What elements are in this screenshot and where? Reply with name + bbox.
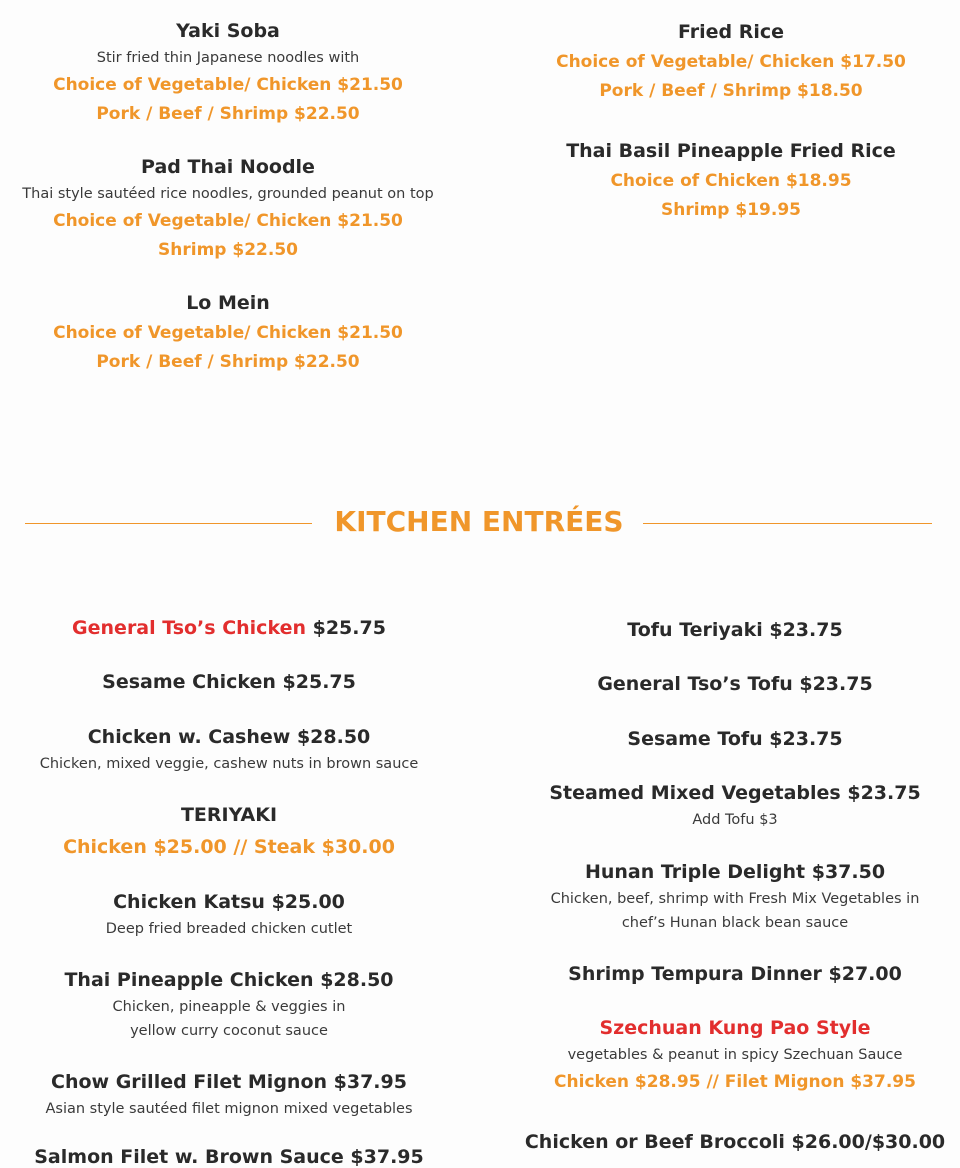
item-description: Stir fried thin Japanese noodles with xyxy=(96,50,360,66)
item-description: Chicken, beef, shrimp with Fresh Mix Vegetables in xyxy=(550,891,920,907)
item-description: vegetables & peanut in spicy Szechuan Sauce xyxy=(567,1047,903,1063)
item-title: Chicken or Beef Broccoli $26.00/$30.00 xyxy=(524,1131,946,1153)
item-price: Choice of Vegetable/ Chicken $21.50 xyxy=(53,211,403,231)
item-title xyxy=(0,617,458,639)
item-title: Hunan Triple Delight $37.50 xyxy=(584,861,886,883)
item-title-highlight: Szechuan Kung Pao Style xyxy=(599,1017,871,1039)
item-title: Chow Grilled Filet Mignon $37.95 xyxy=(51,1071,407,1093)
item-title: Yaki Soba xyxy=(176,20,280,42)
item-price: Shrimp $22.50 xyxy=(158,240,298,260)
item-description: Add Tofu $3 xyxy=(692,812,778,828)
item-price: Chicken $25.00 // Steak $30.00 xyxy=(63,836,395,858)
item-title: General Tso’s Tofu $23.75 xyxy=(597,673,873,695)
item-price: Choice of Vegetable/ Chicken $21.50 xyxy=(53,75,403,95)
item-title: Lo Mein xyxy=(186,292,270,314)
item-price: Pork / Beef / Shrimp $18.50 xyxy=(599,81,863,101)
item-title: Sesame Chicken $25.75 xyxy=(102,671,356,693)
entrees-left-column xyxy=(0,0,458,1168)
item-price: Choice of Vegetable/ Chicken $17.50 xyxy=(556,52,906,72)
item-title: Thai Basil Pineapple Fried Rice xyxy=(566,140,896,162)
entrees-right-column xyxy=(505,0,960,1159)
item-description: Asian style sautéed filet mignon mixed vegetables xyxy=(45,1101,413,1117)
item-price: Pork / Beef / Shrimp $22.50 xyxy=(96,352,360,372)
item-price: Choice of Chicken $18.95 xyxy=(610,171,852,191)
item-description: chef’s Hunan black bean sauce xyxy=(621,915,849,931)
item-title: Shrimp Tempura Dinner $27.00 xyxy=(568,963,902,985)
item-title: Pad Thai Noodle xyxy=(141,156,315,178)
item-price: Shrimp $19.95 xyxy=(661,200,801,220)
item-description: Chicken, mixed veggie, cashew nuts in brown sauce xyxy=(39,756,419,772)
item-price: Choice of Vegetable/ Chicken $21.50 xyxy=(53,323,403,343)
item-description: Deep fried breaded chicken cutlet xyxy=(105,921,353,937)
item-description: Chicken, pineapple & veggies in xyxy=(112,999,346,1015)
item-description: Thai style sautéed rice noodles, grounded peanut on top xyxy=(22,186,434,202)
item-price: Pork / Beef / Shrimp $22.50 xyxy=(96,104,360,124)
item-price: Chicken $28.95 // Filet Mignon $37.95 xyxy=(554,1072,916,1092)
item-price: $25.75 xyxy=(312,617,386,639)
item-title: Salmon Filet w. Brown Sauce $37.95 xyxy=(34,1146,424,1168)
item-title: Steamed Mixed Vegetables $23.75 xyxy=(549,782,921,804)
item-name-highlight: General Tso’s Chicken xyxy=(72,617,306,639)
item-title: Tofu Teriyaki $23.75 xyxy=(627,619,843,641)
item-title: Chicken w. Cashew $28.50 xyxy=(87,726,371,748)
item-title: Fried Rice xyxy=(677,21,785,43)
section-title: KITCHEN ENTRÉES xyxy=(334,505,624,538)
item-title: Thai Pineapple Chicken $28.50 xyxy=(64,969,394,991)
item-title: TERIYAKI xyxy=(180,804,278,826)
item-title: Sesame Tofu $23.75 xyxy=(627,728,843,750)
item-title: Chicken Katsu $25.00 xyxy=(113,891,345,913)
item-description: yellow curry coconut sauce xyxy=(130,1023,328,1039)
